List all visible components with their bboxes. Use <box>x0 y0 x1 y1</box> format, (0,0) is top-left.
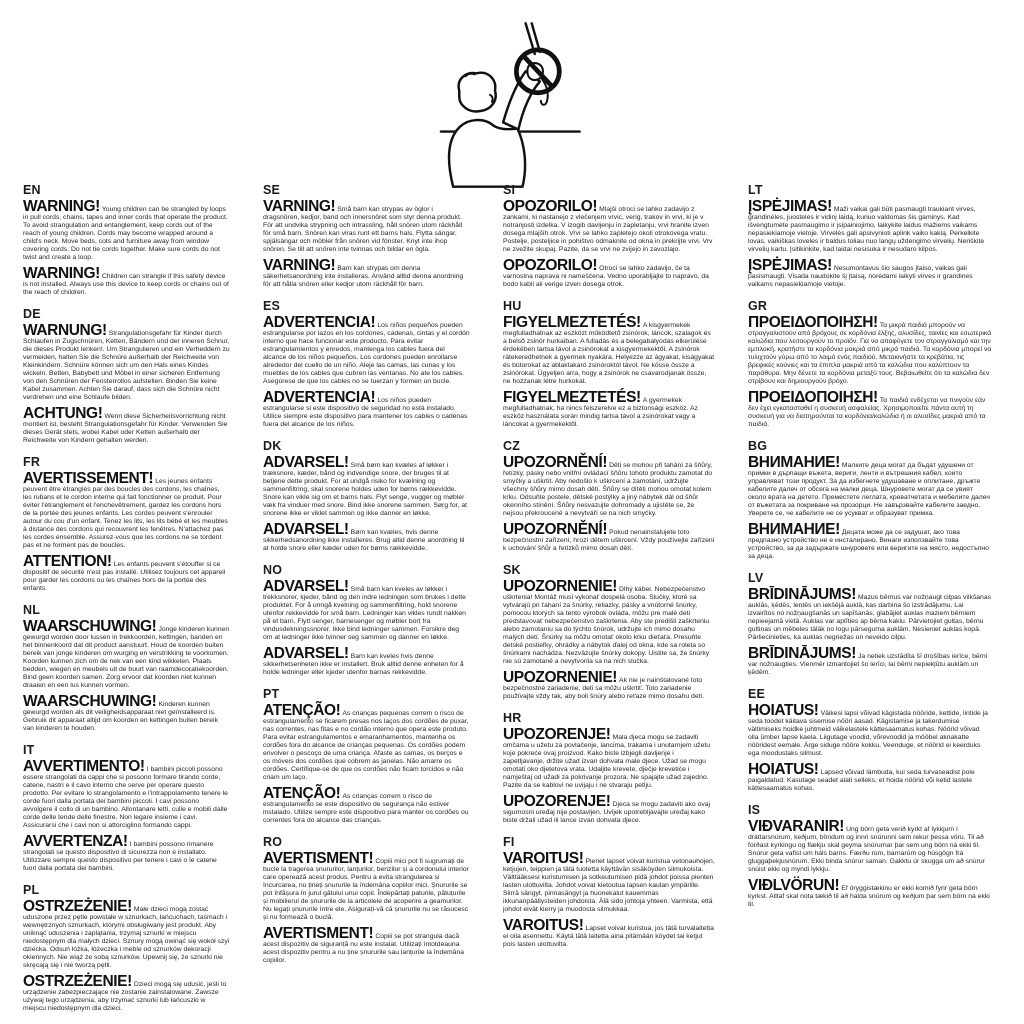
warning-title: ВНИМАНИЕ! <box>748 521 840 538</box>
warning-title: OSTRZEŻENIE! <box>23 898 132 915</box>
warning-title: WARNUNG! <box>23 322 107 339</box>
warning-text: Jonge kinderen kunnen gewurgd worden door lussen in trekkoorden, kettingen, banden en het binnenkoord dat dit product aanstuurt. Houd de koorden buiten bereik van jonge kinderen om wurging en verstrikking te voorkomen. Koorden kunnen zich om de nek van een kind wikkelen. Plaats bedden, wiegen en meubels uit de buurt van raamdecoratiekoorden. Bind geen koorden samen. Zorg ervoor dat koorden niet kunnen draaien en een lus kunnen vormen. <box>23 626 230 689</box>
warning-title: WAARSCHUWING! <box>23 693 157 710</box>
warning-text: Maži vaikai gali būti pasmaugti traukiant virves, grandinėles, juosteles ir vidinį laidą, kuriuo valdomas šis gaminys. Kad išvengtumėte pasmaugimo ir įsipainiojimo, laikykite laidus mažiems vaikams nepasiekiamoje vietoje. Virvelės gali apsivynioti aplink vaiko kaklą. Perkelkite lovas, vaikiškas loveles ir baldus toliau nuo langų uždengimo virvelių. Neriškite virvelių kartu. Įsitikinkite, kad laidai nesisuka ir nesudaro kilpos. <box>748 206 985 253</box>
language-code: RO <box>263 835 283 849</box>
warning-title: FIGYELMEZTETÉS! <box>503 314 641 331</box>
language-section <box>748 299 992 429</box>
warning-title: ATTENTION! <box>23 553 112 570</box>
warning-text: A gyermekek megfulladhatnak, ha nincs felszerelve ez a biztonsági eszköz. Az eszköz használata során mindig tartsa távol a zsinórokat vagy a láncokat a gyermekektől. <box>503 397 698 428</box>
warning-title: AVERTISMENT! <box>263 925 374 942</box>
language-code: EN <box>23 183 41 197</box>
language-code: PT <box>263 687 280 701</box>
language-code: IT <box>23 743 35 757</box>
warning-text: Små barn kan kveles av løkker i trekksnorer, kjeder, bånd og den indre ledningen som brukes i dette produktet. For å unngå kvelning og sammenfiltring, hold snorene utenfor rekkevidde for små barn. Ledninger kan vikles rundt nakken på et barn. Flytt senger, barnesenger og møbler bort fra vindusdekningssnorer. Ikke bind ledninger sammen. Forsikre deg om at ledninger ikke tvinner seg sammen og danner en løkke. <box>263 586 466 641</box>
warning-text: Ja netiek uzstādīta šī drošības ierīce, bērni var nožņaugties. Vienmēr izmantojiet šo ierīci, lai bērni nepiekļūtu auklām un ķēdēm. <box>748 653 988 676</box>
language-section <box>263 183 470 289</box>
warning-text: Les enfants peuvent s'étouffer si ce dispositif de sécurité n'est pas installé. Utilisez toujours cet appareil pour garder les cordons ou les chaînes hors de la portée des enfants. <box>23 561 226 592</box>
warning-paragraph-2 <box>23 975 230 1013</box>
warning-title: ВНИМАНИЕ! <box>748 454 840 471</box>
warning-title: AVERTISMENT! <box>263 850 374 867</box>
warning-text: Mala djeca mogu se zadaviti omčama u užetu za povlačenje, lancima, trakama i unutarnjem užetu koje pokreće ovaj proizvod. Kako biste izbjegli davljenje i zapetljavanje, držite užad izvan dohvata male djece. Užad se mogu omotati oko djetetova vrata. Udaljite krevete, dječje krevetiće i namještaj od užadi za pokrivanje prozora. Ne spajajte užad zajedno. Pazite da se kablovi ne uvijaju i ne stvaraju petlju. <box>503 734 711 789</box>
language-code: IS <box>748 803 761 817</box>
warning-title: AVVERTENZA! <box>23 833 128 850</box>
language-section <box>263 439 470 553</box>
language-section <box>503 299 715 429</box>
warning-title: OPOZORILO! <box>503 257 598 274</box>
warning-text: As crianças correm o risco de estrangulamento se este dispositivo de segurança não estiver instalado. Utilize sempre este dispositivo para manter os cordões ou correntes fora do alcance das crianças. <box>263 793 469 824</box>
warning-text: Copiii se pot strangula dacă acest dispozitiv de siguranță nu este instalat. Utilizați întotdeauna acest dispozitiv pentru a nu ține șnururile sau lanțurile la îndemâna copiilor. <box>263 933 465 964</box>
warning-text: I bambini possono rimanere strangolati se questo dispositivo di sicurezza non è installato. Utilizzare sempre questo dispositivo per tenere i cavi o le catene fuori dalla portata dei bambini. <box>23 841 217 872</box>
language-section <box>503 439 715 553</box>
warning-title: WARNING! <box>23 265 100 282</box>
warning-title: ADVARSEL! <box>263 645 349 662</box>
language-code: PL <box>23 883 40 897</box>
warning-paragraph-2 <box>748 763 992 793</box>
warning-title: ΠΡΟΕΙΔΟΠΟΙΗΣΗ! <box>748 314 878 331</box>
warning-text: Pokud nenainstalujete toto bezpečnostní zařízení, hrozí dětem uškrcení. Vždy používejte zařízení k uchování šňůr a řetízků mimo dosah dětí. <box>503 529 715 552</box>
warning-text: Children can strangle if this safety device is not installed. Always use this device to keep cords or chains out of the reach of children. <box>23 273 229 296</box>
language-code: HU <box>503 299 522 313</box>
language-section <box>263 299 470 429</box>
warning-paragraph-2 <box>263 647 470 677</box>
warning-title: OSTRZEŻENIE! <box>23 973 132 990</box>
warning-paragraph-1 <box>263 316 470 386</box>
warning-title: UPOZORNĚNÍ! <box>503 454 608 471</box>
warning-paragraph-2 <box>263 787 470 825</box>
warning-paragraph-2 <box>23 835 230 873</box>
warning-text: Los niños pueden estrangularse si este dispositivo de seguridad no está instalado. Utilice siempre este dispositivo para mantener los cables o cadenas fuera del alcance de los niños. <box>263 397 468 428</box>
warning-paragraph-1 <box>748 588 992 642</box>
warning-paragraph-2 <box>263 259 470 289</box>
language-section <box>263 687 470 825</box>
warning-text: Małe dzieci mogą zostać uduszone przez pętle powstałe w sznurkach, łańcuchach, taśmach i wewnętrznych sznurkach, którymi obsługiwany jest produkt. Aby uniknąć uduszenia i zaplątania, trzymaj sznurki w miejscu niedostępnym dla małych dzieci. Sznury mogą owinąć się wokół szyi dziecka. Odsuń łóżka, łóżeczka i meble od sznurków dekoracji okiennych. Nie wiąż ze sobą sznurków. Upewnij się, że sznurki nie skręcają się i nie tworzą pętli. <box>23 906 230 969</box>
warning-paragraph-2 <box>23 695 230 733</box>
warning-text: Les jeunes enfants peuvent être étranglés par des boucles des cordons, les chaînes, les rubans et le cordon interne qui fait fonctionner ce produit. Pour éviter l'étranglement et l'enchevêtrement, gardez les cordons hors de la portée des jeunes enfants. Les cordes peuvent s'enrouler autour du cou d'un enfant. Tenez les lits, les lits bébé et les meubles à distance des cordons qui recouvrent les fenêtres. N'attachez pas les cordes ensemble. Assurez-vous que les cordons ne se tordent pas et ne forment pas de boucles. <box>23 478 228 549</box>
warning-paragraph-1 <box>748 456 992 518</box>
warning-title: ADVERTENCIA! <box>263 314 376 331</box>
language-code: ES <box>263 299 281 313</box>
column-3 <box>503 183 715 1023</box>
warning-paragraph-2 <box>503 795 715 825</box>
warning-paragraph-2 <box>503 259 715 289</box>
language-code: BG <box>748 439 768 453</box>
warning-text: Lapset voivat kuristua, jos tätä turvalaitetta ei olla asennettu. Käytä tätä laitetta aina pitämään köydet tai ketjut pois lasten ulottuvilta. <box>503 925 714 948</box>
warning-text: Barn kan kveles hvis denne sikkerhetsenheten ikke er installert. Bruk alltid denne enheten for å holde ledninger eller kjeder utenfor barnas rekkevidde. <box>263 653 464 676</box>
language-code: DK <box>263 439 282 453</box>
language-section <box>503 835 715 949</box>
warning-paragraph-1 <box>23 324 230 402</box>
language-section <box>23 455 230 593</box>
language-code: CZ <box>503 439 521 453</box>
warning-title: ADVARSEL! <box>263 578 349 595</box>
warning-text: Otroci se lahko zadavijo, če ta varnostna naprava ni nameščena. Vedno uporabljajte to napravo, da bodo kabli ali verige izven dosega otrok. <box>503 265 709 288</box>
warning-paragraph-1 <box>263 580 470 642</box>
warning-paragraph-1 <box>263 200 470 254</box>
warning-paragraph-1 <box>263 456 470 518</box>
warning-text: Děti se mohou při tahání za šňůry, řetízky, pásky nebo vnitřní ovládací šňůru tohoto produktu zamotat do smyčky a uškrtit. Aby nedošlo k uškrcení a zamotání, udržujte všechny šňůry mimo dosah dětí. Šňůry se dítěti mohou omotat kolem krku. Odsuňte postele, dětské postýlky a jiný nábytek dál od šňůr okenního stínění. Šňůry nesvazujte dohromady a ujistěte se, že nejsou překroucené a nevytváří se na nich smyčky. <box>503 462 713 517</box>
language-section <box>503 563 715 701</box>
warning-text: A kisgyermekek megfulladhatnak az eszközt működtető zsinórok, láncok, szalagok és a belső zsinór hurkaiban. A fulladás és a belegabalyodás elkerülése érdekében tartsa távol a zsinórokat a kisgyermekektől. A zsinórok rátekeredhetnek a gyermek nyakára. Helyezze az ágyakat, kiságyakat és bútorokat az ablaktakaró zsinóroktól távol. Ne kösse össze a zsinórokat. Ügyeljen arra, hogy a zsinórok ne csavarodjanak össze, ne hozzanak létre hurkokat. <box>503 322 715 385</box>
language-section <box>263 835 470 965</box>
warning-text: Børn kan kvæles, hvis denne sikkerhedsanordning ikke installeres. Brug altid denne anordning til at holde snore eller kæder uden for børns rækkevidde. <box>263 529 465 552</box>
warning-title: VARNING! <box>263 257 336 274</box>
language-code: EE <box>748 687 766 701</box>
warning-title: VAROITUS! <box>503 850 584 867</box>
warning-title: ADVARSEL! <box>263 521 349 538</box>
warning-title: BRĪDINĀJUMS! <box>748 645 857 662</box>
warning-paragraph-2 <box>263 523 470 553</box>
warning-text: Малките деца могат да бъдат удушени от примки в дърпащи въжета, вериги, ленти и вътрешния кабел, които управляват този продукт. За да избегнете удушаване и оплитане, дръжте кабелите далеч от обсега на малки деца. Шнуровете могат да се увият около врата на детето. Преместете леглата, креватчетата и мебелите далеч от въжетата за покриване на прозорци. Не завързвайте кабелите заедно. Уверете се, че кабелите не се усукват и образуват примка. <box>748 462 990 517</box>
language-section <box>23 743 230 873</box>
language-code: LV <box>748 571 764 585</box>
child-body <box>449 120 525 187</box>
warning-paragraph-2 <box>23 267 230 297</box>
warning-text: Lapsed võivad lämbuda, kui seda turvaseadist pole paigaldatud. Kasutage seadet alati selleks, et hoida nöörid või ketid lastele kättesaamatus kohas. <box>748 769 975 792</box>
warning-paragraph-2 <box>748 391 992 429</box>
language-section <box>23 883 230 1013</box>
warning-title: AVERTISSEMENT! <box>23 470 154 487</box>
warning-text: Los niños pequeños pueden estrangularse por lazos en los cordones, cadenas, cintas y el cordón interno que hace funcionar este producto. Para evitar estrangulamientos y enredos, mantenga los cables fuera del alcance de los niños pequeños. Los cordones pueden enrollarse alrededor del cuello de un niño. Aleje las camas, las cunas y los muebles de los cables que cubren las ventanas. No ate los cables. Asegúrese de que los cables no se tuerzan y formen un bucle. <box>263 322 470 385</box>
warning-paragraph-1 <box>23 620 230 690</box>
language-code: LT <box>748 183 763 197</box>
warning-columns <box>23 183 1015 1023</box>
warning-text: As crianças pequenas correm o risco de estrangulamento se ficarem presas nos laços dos cordões de puxar, nas correntes, nas fitas e no cordão interno que opera este produto. Para evitar estrangulamentos e emaranhamentos, mantenha os cordões fora do alcance de crianças pequenas. Os cordões podem envolver o pescoço de uma criança. Afaste as camas, os berços e os móveis dos cordões que cobrem as janelas. Não amarre os cordões. Certifique-se de que os cordões não ficam torcidos e não criam um laço. <box>263 710 469 781</box>
warning-paragraph-2 <box>503 671 715 701</box>
warning-paragraph-2 <box>748 259 992 289</box>
warning-paragraph-1 <box>23 472 230 550</box>
language-section <box>748 571 992 677</box>
warning-title: ĮSPĖJIMAS! <box>748 198 832 215</box>
warning-text: Små børn kan kvæles af løkker i træksnore, kæder, bånd og indvendige snore, der bruges til at betjene dette produkt. For at undgå risiko for kvælning og sammenfiltring, skal snorene holdes uden for børns rækkevidde. Snore kan vikle sig om et barns hals. Flyt senge, vugger og møbler væk fra vinduer med snore. Bind ikke snorene sammen. Sørg for, at snorene ikke er viklet sammen og ikke danner en løkke. <box>263 462 467 517</box>
language-code: FR <box>23 455 41 469</box>
language-code: GR <box>748 299 768 313</box>
warning-paragraph-1 <box>23 900 230 970</box>
warning-title: WAARSCHUWING! <box>23 618 157 635</box>
warning-text: Ef öryggistækinu er ekki komið fyrir geta börn kyrkst. Alltaf skal nota tækið til að halda snúrum og keðjum þar sem börn ná ekki til. <box>748 885 990 908</box>
column-4 <box>748 183 992 1023</box>
warning-title: ATENÇÃO! <box>263 702 341 719</box>
child-head <box>459 73 496 112</box>
warning-paragraph-1 <box>263 704 470 782</box>
warning-text: Djeca se mogu zadaviti ako ovaj sigurnosni uređaj nije postavljen. Uvijek upotrebljavajte uređaj kako biste držali užad ili lance izvan dohvata djece. <box>503 801 711 824</box>
warning-title: ĮSPĖJIMAS! <box>748 257 832 274</box>
warning-paragraph-1 <box>503 580 715 666</box>
warning-paragraph-1 <box>503 200 715 254</box>
warning-text: Mazus bērnus var nožņaugt cilpas vilkšanas auklās, ķēdēs, lentēs un iekšējā auklā, kas darbina šo izstrādājumu. Lai izvairītos no nožņaugšanās un sapīšanās, glabājiet auklas maziem bērniem nepieejamā vietā. Auklas var aptīties ap bērna kaklu. Pārvietojiet gultas, bērnu gultiņas un mēbeles tālāk no logu pārseguma auklām. Nesieniet auklas kopā. Pārliecinieties, ka auklas negriežas un neveido cilpu. <box>748 594 991 641</box>
warning-paragraph-1 <box>23 760 230 830</box>
language-section <box>23 307 230 445</box>
language-section <box>748 183 992 289</box>
warning-text: Dzieci mogą się udusić, jeśli to urządzenie zabezpieczające nie zostanie zainstalowane. Zawsze używaj tego urządzenia, aby trzymać sznurki lub łańcuszki w miejscu niedostępnym dla dzieci. <box>23 981 227 1012</box>
language-code: HR <box>503 711 522 725</box>
language-code: DE <box>23 307 41 321</box>
warning-title: ADVERTENCIA! <box>263 389 376 406</box>
warning-title: FIGYELMEZTETÉS! <box>503 389 641 406</box>
warning-paragraph-2 <box>263 927 470 965</box>
language-code: SK <box>503 563 521 577</box>
warning-title: OPOZORILO! <box>503 198 598 215</box>
language-code: SI <box>503 183 516 197</box>
column-1 <box>23 183 230 1023</box>
warning-title: UPOZORNĚNÍ! <box>503 521 608 538</box>
warning-text: Pienet lapset voivat kuristua vetonauhojen, ketjujen, teippien ja tätä tuotetta käyttävän sisäköyden silmukoista. Välttääksesi kuristumisen ja sotkeutumisen pidä johdot poissa pienten lasten ulottuvilta. Johdot voivat kietoutua lapsen kaulan ympärille. Siirrä sängyt, pinnasängyt ja huonekalut kauemmas ikkunanpäällysteiden johdoista. Älä sido johtoja yhteen. Varmista, että johdot eivät kierry ja muodosta silmukkaa. <box>503 858 715 913</box>
warning-title: UPOZORNENIE! <box>503 578 618 595</box>
warning-paragraph-2 <box>23 555 230 593</box>
language-code: SE <box>263 183 281 197</box>
language-section <box>748 439 992 561</box>
warning-title: UPOZORENJE! <box>503 793 611 810</box>
warning-paragraph-2 <box>503 391 715 429</box>
warning-paragraph-2 <box>23 407 230 445</box>
warning-text: Små barn kan strypas av öglor i dragsnören, kedjor, band och innersnöret som styr denna produkt. För att undvika strypning och intrassling, håll snören utom räckhåll för små barn. Snören kan viras runt ett barns hals. Flytta sängar, spjälsängar och möbler från snören vid fönster. Knyt inte ihop snören. Se till att snören inte tvinnas och bildar en ögla. <box>263 206 463 253</box>
warning-text: Децата може да се задушат, ако това предпазно устройство не е инсталирано. Винаги използвайте това устройство, за да задържате шнуровете или веригите на място, недостъпно за деца. <box>748 529 989 560</box>
warning-paragraph-1 <box>748 820 992 874</box>
warning-text: Τα παιδιά ενδέχεται να πνιγούν εάν δεν έχει εγκατασταθεί η συσκευή ασφαλείας. Χρησιμοποιείτε πάντα αυτή τη συσκευή για να διατηρούνται τα κορδόνια/καλώδια ή οι αλυσίδες μακριά από τα παιδιά. <box>748 397 986 428</box>
warning-title: VARNING! <box>263 198 336 215</box>
warning-title: ΠΡΟΕΙΔΟΠΟΙΗΣΗ! <box>748 389 878 406</box>
warning-paragraph-1 <box>503 456 715 518</box>
warning-paragraph-1 <box>503 316 715 386</box>
column-2 <box>263 183 470 1023</box>
warning-title: UPOZORNENIE! <box>503 669 618 686</box>
warning-text: Strangulationsgefahr für Kinder durch Schlaufen in Zugschnüren, Ketten, Bändern und der inneren Schnur, die dieses Produkt lenken!. Um Strangulieren und ein Verheddern zu vermeiden, halten Sie die Schnüre außerhalb der Reichweite von Kleinkindern. Schnüre können sich um den Hals eines Kindes wickeln. Betten, Babybett und Möbel in einer sicheren Entfernung von den Schnüren der Fensterrollos aufstellen. Binden Sie keine Kabel zusammen. Achten Sie darauf, dass sich die Schnüre nicht verdrehen und eine Schlaufe bilden. <box>23 330 230 401</box>
warning-title: WARNING! <box>23 198 100 215</box>
warning-text: I bambini piccoli possono essere strangolati da cappi che si possono formare tirando corde, catene, nastri e il cavo interno che serve per operare questo prodotto. Per evitare lo strangolamento e l'intrappolamento tenere le corde fuori dalla portata dei bambini piccoli. I cavi possono avvolgere il collo di un bambino. Allontanare letti, culle e mobili dalle corde delle tende delle finestre. Non legare insieme i cavi. Assicurarsi che i cavi non si attorciglino formando cappi. <box>23 766 228 829</box>
language-section <box>748 687 992 793</box>
warning-title: HOIATUS! <box>748 761 819 778</box>
warning-text: Τα μικρά παιδιά μπορούν να στραγγαλιστούν από βρόχους σε κορδόνια έλξης, αλυσίδες, ταινίες και εσωτερικά καλώδια που λειτουργούν το προϊόν. Για να αποφύγετε τον στραγγαλισμό και την εμπλοκή, κρατήστε τα κορδόνια μακριά από μικρά παιδιά. Τα κορδόνια μπορεί να τυλιχτούν γύρω από το λαιμό ενός παιδιού. Μετακινήστε τα κρεβάτια, τις βρεφικές κούνιες και τα έπιπλα μακριά από τα καλώδια που καλύπτουν τα παράθυρα. Μην δένετε τα κορδόνια μεταξύ τους. Βεβαιωθείτε ότι τα καλώδια δεν στρίβουν και δημιουργούν βρόχο. <box>748 322 992 385</box>
warning-text: Väikesi lapsi võivad kägistada nööride, kettide, lintide ja seda toodet käitava sisemise nööri aasad. Kägistamise ja takerdumise vältimiseks hoidke juhtmeid väikelastele kättesaamatus kohas. Nöörid võivad olla ümber lapse kaela. Liigutage voodid, võrevoodid ja mööbel aknakatte nööridest eemale. Ärge siduge nööre kokku. Veenduge, et nöörid ei keerduks ega moodustaks silmust. <box>748 710 988 757</box>
warning-title: BRĪDINĀJUMS! <box>748 586 857 603</box>
warning-title: ADVARSEL! <box>263 454 349 471</box>
warning-paragraph-2 <box>263 391 470 429</box>
warning-text: Copiii mici pot fi sugrumați de bucle la tragerea șnururilor, lanțurilor, benzilor și a cordonului interior care operează acest produs. Pentru a evita strangularea și încurcarea, nu țineți șnururile la îndemâna copiilor mici. Șnururile se pot înfășura în jurul gâtului unui copil. Îndepărtați paturile, pătuțurile și mobilierul de șnururile de la articolele de acoperire a geamurilor. Nu legați șnururile între ele. Asigurați-vă că șnururile nu se răsucesc și nu formează o buclă. <box>263 858 469 921</box>
warning-title: ATENÇÃO! <box>263 785 341 802</box>
warning-paragraph-2 <box>503 523 715 553</box>
warning-paragraph-2 <box>748 523 992 561</box>
language-section <box>23 183 230 297</box>
warning-paragraph-1 <box>263 852 470 922</box>
language-section <box>23 603 230 733</box>
warning-text: Ak nie je nainštalované toto bezpečnostné zariadenie, deti sa môžu uškrtiť. Toto zariadenie používajte vždy tak, aby boli šnúry alebo reťaze mimo dosahu detí. <box>503 677 705 700</box>
warning-paragraph-2 <box>748 879 992 909</box>
warning-title: VIÐLVÖRUN! <box>748 877 840 894</box>
warning-title: VIÐVARANIR! <box>748 818 845 835</box>
warning-text: Wenn diese Sicherheitsvorrichtung nicht montiert ist, besteht Strangulationsgefahr für Kinder. Verwenden Sie dieses Gerät stets, wobei Kabel oder Ketten außerhalb der Reichweite von Kindern gehalten werden. <box>23 413 228 444</box>
warning-title: ACHTUNG! <box>23 405 103 422</box>
language-section <box>748 803 992 909</box>
warning-title: UPOZORENJE! <box>503 726 611 743</box>
warning-text: Mlajši otroci se lahko zadavijo z zankami, ki nastanejo z vlečenjem vrvic, verig, trakov in vrvi, ki je v notranjosti izdelka. V izogib davljenju in zapletanju, vrvi hranite izven dosega mlajših otrok. Vrvi se lahko zapletejo okoli otrokovega vratu. Postelje, posteljice in pohištvo odmaknite od okna in prekrijte vrvi. Vrv ne zvežite skupaj. Pazite, da se vrvi ne zvijejo in zavozlajo. <box>503 206 713 253</box>
language-section <box>263 563 470 677</box>
warning-paragraph-2 <box>748 647 992 677</box>
warning-paragraph-1 <box>23 200 230 262</box>
language-section <box>503 711 715 825</box>
warning-text: Nesumontavus šio saugos įtaiso, vaikas gali pasismaugti. Visada naudokite šį įtaisą, norėdami laikyti virves ir grandines vaikams nepasiekiamoje vietoje. <box>748 265 973 288</box>
warning-title: AVVERTIMENTO! <box>23 758 145 775</box>
language-code: FI <box>503 835 515 849</box>
warning-text: Young children can be strangled by loops in pull cords, chains, tapes and inner cords that operate the product. To avoid strangulation and entanglement, keep cords out of the reach of young children. Cords may become wrapped around a child's neck. Move beds, cots and furniture away from window covering cords. Do not tie cords together. Make sure cords do not twist and create a loop. <box>23 206 228 261</box>
warning-paragraph-1 <box>748 200 992 254</box>
warning-text: Barn kan strypas om denna säkerhetsanordning inte installeras. Använd alltid denna anordning för att hålla snören eller kedjor utom räckhåll för barn. <box>263 265 464 288</box>
warning-paragraph-1 <box>748 704 992 758</box>
warning-text: Ung börn geta verið kyrkt af lykkjum í dráttarsnúrum, keðjum, böndum og innri snúrunni sem rekur þessa vöru. Til að forðast kyrkingu og flækju skal geyma snúrurnar þar sem ung börn ná ekki til. Snúrur geta vafist um háls barns. Færðu rúm, barnarúm og húsgögn frá gluggaþekjusnúrum. Ekki binda snúrur saman. Gakktu úr skugga um að snúrur snúist ekki og myndi lykkju. <box>748 826 985 873</box>
warning-text: Dlhý kábel. Nebezpečenstvo uškrtenia! Montáž musí vykonať dospelá osoba. Slučky, ktoré sa vytvárajú pri ťahaní za šnúrky, retiazky, pásky a vnútorné šnúrky, pomocou ktorých sa tento výrobok ovláda, môžu pre malé deti predstavovať nebezpečenstvo zaškrtenia. Aby ste predišli zaškrteniu alebo zamotaniu sa do týchto šnúrok, udržujte ich mimo dosahu malých detí. Šnúrky sa môžu omotať okolo krku dieťaťa. Presuňte detské postieľky, ohrádky a nábytok ďalej od okna, kde sa roleta so šnúrkami nachádza. Nezväzujte šnúrky dokopy. Uistite sa, že šnúrky nie sú zamotané a nevytvorila sa na nich slučka. <box>503 586 710 665</box>
child-reaching-cord-illustration <box>398 22 643 188</box>
language-code: NO <box>263 563 283 577</box>
language-section <box>503 183 715 289</box>
warning-paragraph-2 <box>503 919 715 949</box>
warning-title: HOIATUS! <box>748 702 819 719</box>
warning-text: Kinderen kunnen gewurgd worden als dit veiligheidsapparaat niet geïnstalleerd is. Gebruik dit apparaat altijd om koorden en kettingen buiten bereik van kinderen te houden. <box>23 701 218 732</box>
warning-paragraph-1 <box>748 316 992 386</box>
language-code: NL <box>23 603 41 617</box>
warning-paragraph-1 <box>503 852 715 914</box>
warning-paragraph-1 <box>503 728 715 790</box>
warning-title: VAROITUS! <box>503 917 584 934</box>
